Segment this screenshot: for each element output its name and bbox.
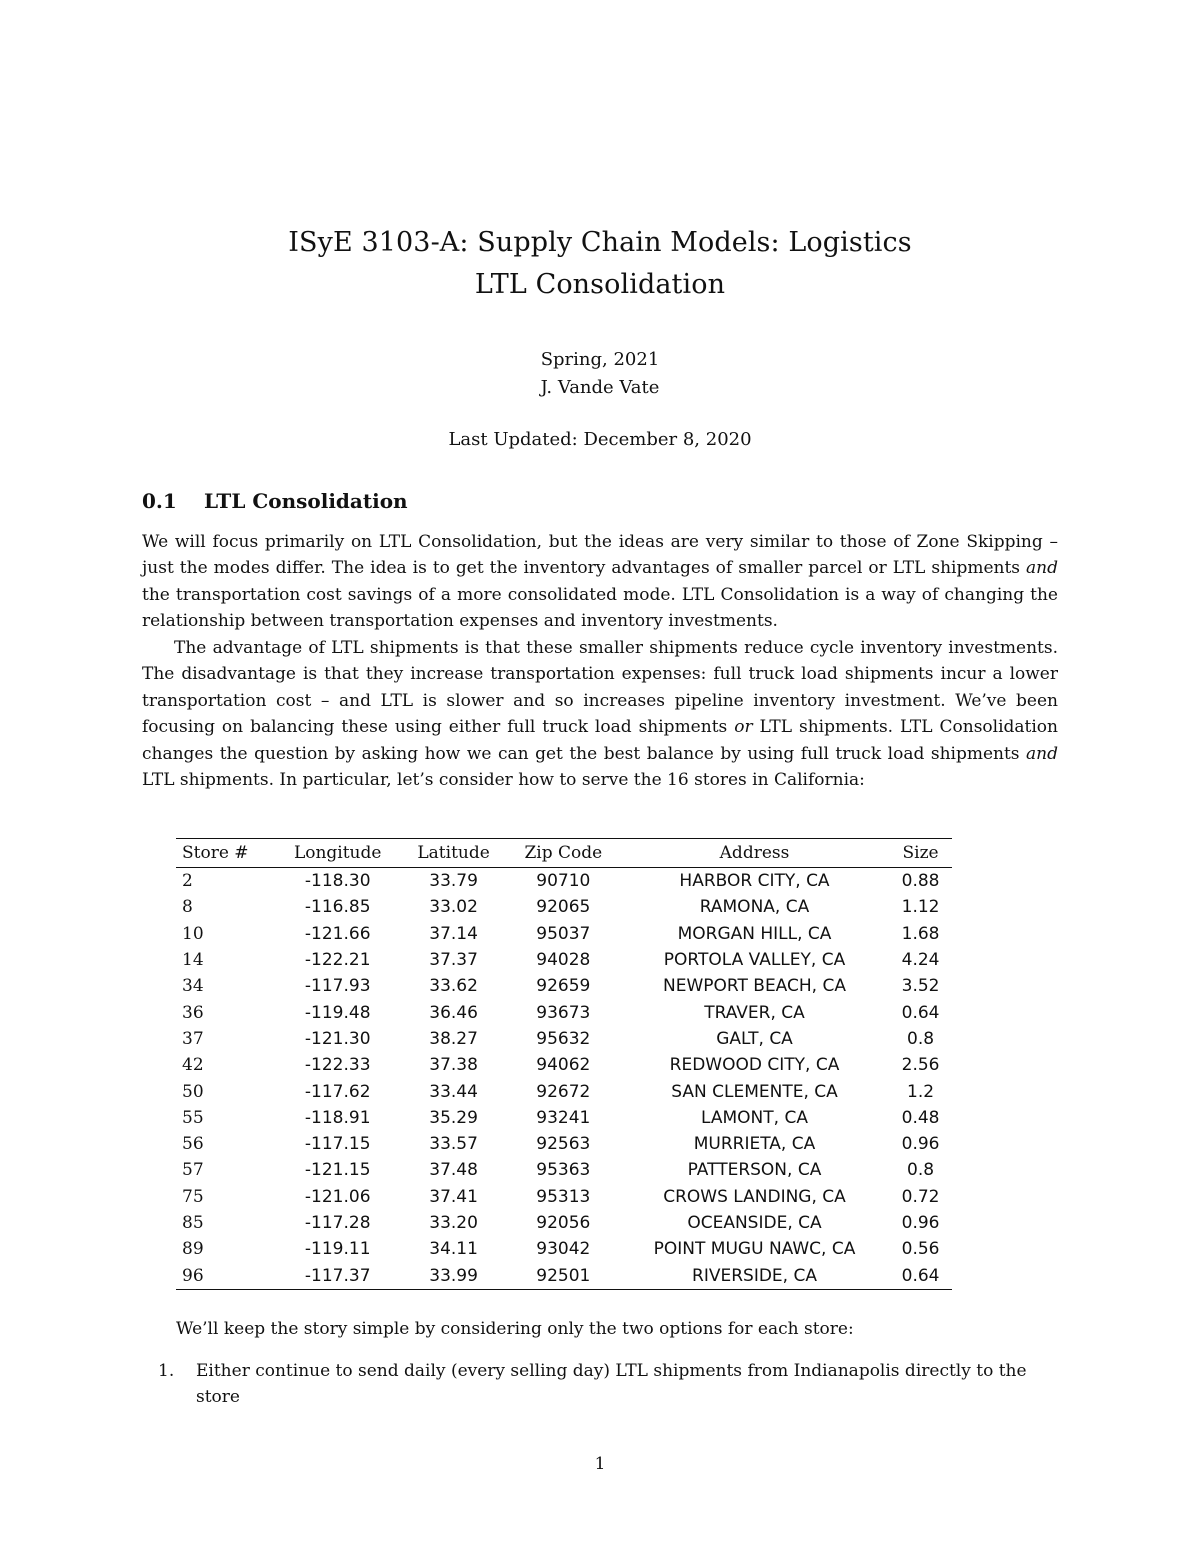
table-cell: 96 bbox=[176, 1262, 275, 1289]
lead-text: We’ll keep the story simple by considering only the two options for each store: bbox=[176, 1319, 854, 1339]
table-row bbox=[176, 1105, 952, 1131]
list-item bbox=[158, 1358, 1058, 1411]
table-cell: 1.2 bbox=[907, 1081, 935, 1102]
table-cell: 0.8 bbox=[907, 1160, 935, 1181]
table-cell: PATTERSON, CA bbox=[687, 1160, 822, 1181]
table-row bbox=[176, 1052, 952, 1078]
table-cell: 92056 bbox=[536, 1213, 591, 1233]
table-cell: 8 bbox=[182, 897, 193, 918]
table-cell: 37 bbox=[182, 1028, 204, 1049]
table-cell: -116.85 bbox=[304, 897, 371, 918]
table-cell: -121.06 bbox=[304, 1186, 371, 1207]
table-cell: -121.15 bbox=[304, 1160, 371, 1181]
table-cell: -117.62 bbox=[304, 1081, 371, 1102]
table-cell: 34.11 bbox=[429, 1239, 478, 1260]
table-cell: 0.96 bbox=[901, 1134, 940, 1155]
table-row bbox=[176, 921, 952, 947]
list-item-text: Either continue to send daily (every selling day) LTL shipments from Indianapolis directly to the store bbox=[196, 1361, 1027, 1408]
table-cell: -122.33 bbox=[304, 1055, 371, 1076]
table-cell: TRAVER, CA bbox=[704, 1002, 805, 1023]
table-cell: 56 bbox=[182, 1134, 204, 1155]
course-title: ISyE 3103-A: Supply Chain Models: Logistics bbox=[288, 227, 912, 258]
table-cell: -118.30 bbox=[304, 871, 371, 892]
table-cell: 92563 bbox=[536, 1134, 591, 1155]
table-cell: 37.48 bbox=[429, 1160, 478, 1181]
column-header: Store # bbox=[176, 839, 275, 868]
table-row bbox=[176, 894, 952, 920]
table-cell: -117.93 bbox=[304, 976, 371, 997]
table-cell: 92501 bbox=[507, 1262, 620, 1289]
column-header: Longitude bbox=[275, 839, 400, 868]
table-cell: 75 bbox=[182, 1186, 204, 1207]
table-cell: NEWPORT BEACH, CA bbox=[663, 976, 846, 997]
document-title: LTL Consolidation bbox=[474, 269, 726, 300]
table-cell: 37.14 bbox=[429, 923, 478, 944]
table-cell: -119.11 bbox=[304, 1239, 371, 1260]
paragraph-2-text-c: LTL shipments. In particular, let’s consider how to serve the 16 stores in California: bbox=[142, 770, 865, 791]
table-row bbox=[176, 973, 952, 999]
table-cell: OCEANSIDE, CA bbox=[687, 1213, 822, 1233]
table-row bbox=[176, 999, 952, 1025]
table-cell: 0.64 bbox=[889, 1262, 952, 1289]
table-cell: -121.30 bbox=[304, 1028, 371, 1049]
table-cell: LAMONT, CA bbox=[701, 1107, 808, 1128]
table-cell: 33.79 bbox=[429, 871, 478, 892]
title-block bbox=[0, 222, 1200, 454]
table-cell: 14 bbox=[182, 950, 204, 971]
table-cell: 0.96 bbox=[901, 1213, 940, 1233]
stores-table bbox=[176, 838, 952, 1290]
column-header: Address bbox=[620, 839, 889, 868]
table-cell: HARBOR CITY, CA bbox=[679, 871, 830, 892]
table-cell: 36.46 bbox=[429, 1002, 478, 1023]
table-cell: REDWOOD CITY, CA bbox=[669, 1055, 840, 1076]
table-cell: 33.57 bbox=[429, 1134, 478, 1155]
options-list bbox=[158, 1358, 1058, 1411]
table-cell: 92659 bbox=[536, 976, 591, 997]
table-cell: RIVERSIDE, CA bbox=[620, 1262, 889, 1289]
table-cell: 42 bbox=[182, 1055, 204, 1076]
table-cell: 3.52 bbox=[901, 976, 940, 997]
table-cell: 38.27 bbox=[429, 1028, 478, 1049]
section-number: 0.1 bbox=[142, 489, 177, 513]
table-row bbox=[176, 947, 952, 973]
table-cell: 92672 bbox=[536, 1081, 591, 1102]
author: J. Vande Vate bbox=[540, 377, 660, 398]
table-row bbox=[176, 1210, 952, 1236]
table-row bbox=[176, 1184, 952, 1210]
table-cell: GALT, CA bbox=[716, 1028, 793, 1049]
table-cell: 0.64 bbox=[901, 1002, 940, 1023]
section-heading bbox=[142, 486, 408, 516]
table-cell: -117.28 bbox=[304, 1213, 371, 1233]
paragraph-1-text-b: the transportation cost savings of a more consolidated mode. LTL Consolidation is a way of changing the relationship between transportation expenses and inventory investments. bbox=[142, 584, 1058, 632]
table-cell: 4.24 bbox=[901, 950, 940, 971]
table-cell: SAN CLEMENTE, CA bbox=[671, 1081, 838, 1102]
table-cell: 90710 bbox=[536, 871, 591, 892]
paragraph-2-emphasis-and: and bbox=[1026, 743, 1058, 764]
table-row bbox=[176, 868, 952, 895]
table-cell: 37.38 bbox=[429, 1055, 478, 1076]
table-row bbox=[176, 1078, 952, 1104]
paragraph-1 bbox=[142, 529, 1058, 635]
table-cell: 37.37 bbox=[429, 950, 478, 971]
table-cell: 55 bbox=[182, 1107, 204, 1128]
table-cell: MORGAN HILL, CA bbox=[677, 923, 832, 944]
table-row bbox=[176, 1157, 952, 1183]
table-cell: -122.21 bbox=[304, 950, 371, 971]
table-cell: 1.12 bbox=[901, 897, 940, 918]
last-updated: Last Updated: December 8, 2020 bbox=[448, 429, 752, 450]
table-cell: 10 bbox=[182, 923, 204, 944]
table-cell: 95037 bbox=[536, 923, 591, 944]
paragraph-2-text-b: LTL shipments. LTL Consolidation changes the question by asking how we can get the best balance by using full truck load shipments bbox=[142, 717, 1058, 764]
table-cell: 2 bbox=[182, 871, 193, 892]
table-cell: -119.48 bbox=[304, 1002, 371, 1023]
table-row bbox=[176, 1262, 952, 1289]
table-cell: 57 bbox=[182, 1160, 204, 1181]
table-row bbox=[176, 1026, 952, 1052]
table-cell: 2.56 bbox=[901, 1055, 940, 1076]
table-cell: 0.48 bbox=[901, 1107, 940, 1128]
table-cell: 1.68 bbox=[901, 923, 940, 944]
table-cell: 95363 bbox=[536, 1160, 591, 1181]
table-cell: 94028 bbox=[536, 950, 591, 971]
table-cell: RAMONA, CA bbox=[699, 897, 810, 918]
table-cell: 94062 bbox=[536, 1055, 591, 1076]
table-cell: 89 bbox=[182, 1239, 204, 1260]
column-header: Latitude bbox=[400, 839, 506, 868]
table-cell: 33.62 bbox=[429, 976, 478, 997]
table-header-row bbox=[176, 839, 952, 868]
table-cell: 85 bbox=[182, 1213, 204, 1233]
list-marker: 1. bbox=[158, 1361, 175, 1381]
table-cell: 50 bbox=[182, 1081, 204, 1102]
table-body bbox=[176, 868, 952, 1290]
table-cell: 0.8 bbox=[907, 1028, 935, 1049]
table-cell: 0.72 bbox=[901, 1186, 940, 1207]
paragraph-2 bbox=[142, 635, 1058, 793]
term: Spring, 2021 bbox=[540, 349, 660, 370]
table-cell: 37.41 bbox=[429, 1186, 478, 1207]
paragraph-2-emphasis-or: or bbox=[734, 717, 753, 738]
table-cell: -117.37 bbox=[275, 1262, 400, 1289]
table-row bbox=[176, 1131, 952, 1157]
page-number: 1 bbox=[594, 1454, 606, 1474]
table-cell: 35.29 bbox=[429, 1107, 478, 1128]
table-cell: 33.02 bbox=[429, 897, 478, 918]
table-cell: 95313 bbox=[536, 1186, 591, 1207]
table-cell: 93673 bbox=[536, 1002, 591, 1023]
table-cell: PORTOLA VALLEY, CA bbox=[663, 950, 846, 971]
table-cell: CROWS LANDING, CA bbox=[663, 1186, 846, 1207]
table-cell: 95632 bbox=[536, 1028, 591, 1049]
table-cell: -121.66 bbox=[304, 923, 371, 944]
table-cell: 33.20 bbox=[429, 1213, 478, 1233]
column-header: Zip Code bbox=[507, 839, 620, 868]
paragraph-1-emphasis: and bbox=[1026, 558, 1058, 579]
table-cell: 0.56 bbox=[901, 1239, 940, 1260]
table-cell: 34 bbox=[182, 976, 204, 997]
table-cell: 36 bbox=[182, 1002, 204, 1023]
table-row bbox=[176, 1236, 952, 1262]
table-cell: -117.15 bbox=[304, 1134, 371, 1155]
table-cell: 92065 bbox=[536, 897, 591, 918]
table-cell: 93042 bbox=[536, 1239, 591, 1260]
table-cell: POINT MUGU NAWC, CA bbox=[653, 1239, 856, 1260]
table-cell: 0.88 bbox=[901, 871, 940, 892]
table-cell: 93241 bbox=[536, 1107, 591, 1128]
section-title: LTL Consolidation bbox=[204, 489, 408, 513]
paragraph-2-text-a: The advantage of LTL shipments is that these smaller shipments reduce cycle inventory investments. The disadvantage is that they increase transportation expenses: full truck load shipments incur a lower transportation cost – and LTL is slower and so increases pipeline inventory investment. We’ve been focusing on balancing these using either full truck load shipments bbox=[142, 638, 1058, 738]
table-cell: MURRIETA, CA bbox=[693, 1134, 816, 1155]
table-cell: 33.44 bbox=[429, 1081, 478, 1102]
table-cell: -118.91 bbox=[304, 1107, 371, 1128]
table-cell: 33.99 bbox=[400, 1262, 506, 1289]
column-header: Size bbox=[889, 839, 952, 868]
paragraph-1-text-a: We will focus primarily on LTL Consolidation, but the ideas are very similar to those of Zone Skipping – just the modes differ. The idea is to get the inventory advantages of smaller parcel or LTL shipments bbox=[142, 532, 1058, 579]
